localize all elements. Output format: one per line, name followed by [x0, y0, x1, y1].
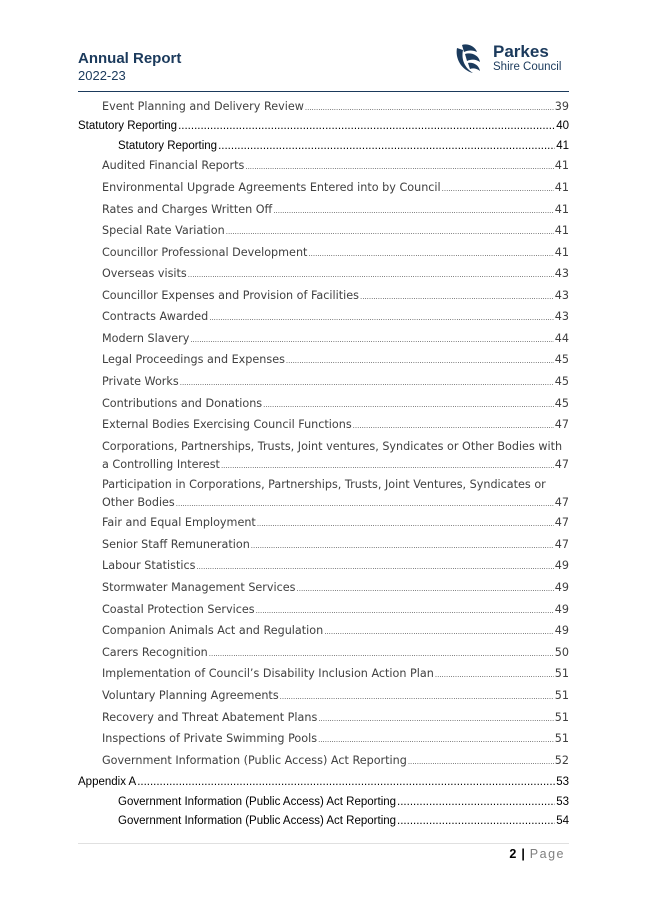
toc-page-number: 50 [554, 646, 569, 659]
toc-entry[interactable] [78, 418, 569, 431]
toc-entry-title: Statutory Reporting [78, 120, 178, 132]
toc-entry[interactable] [78, 203, 569, 216]
toc-page-number: 53 [556, 776, 569, 788]
toc-entry-title: Modern Slavery [102, 332, 190, 345]
toc-entry-title: Recovery and Threat Abatement Plans [102, 711, 318, 724]
toc-entry[interactable] [78, 776, 569, 788]
toc-entry[interactable] [78, 815, 569, 827]
toc-entry[interactable] [78, 732, 569, 745]
toc-page-number: 52 [554, 754, 569, 767]
toc-leader [176, 500, 554, 508]
toc-leader [318, 736, 554, 744]
toc-page-number: 49 [554, 559, 569, 572]
toc-entry[interactable] [78, 120, 569, 132]
council-logo [453, 40, 568, 80]
toc-page-number: 51 [554, 732, 569, 745]
toc-leader [196, 563, 553, 571]
toc-leader [257, 520, 554, 528]
toc-leader [280, 693, 554, 701]
logo-subtitle: Shire Council [493, 61, 562, 73]
toc-leader [435, 671, 554, 679]
toc-page-number: 41 [554, 246, 569, 259]
toc-leader [178, 120, 555, 132]
toc-entry-title: Voluntary Planning Agreements [102, 689, 279, 702]
toc-page-number: 51 [554, 711, 569, 724]
toc-leader [245, 163, 553, 171]
toc-entry[interactable] [78, 332, 569, 345]
toc-leader [209, 314, 554, 322]
toc-entry-title: Fair and Equal Employment [102, 516, 256, 529]
toc-leader [297, 585, 554, 593]
toc-leader [408, 758, 554, 766]
page-label: Page [529, 847, 565, 861]
toc-page-number: 47 [554, 418, 569, 431]
toc-leader [305, 104, 554, 112]
header-divider [78, 91, 569, 92]
toc-entry-title: Coastal Protection Services [102, 603, 255, 616]
toc-leader [218, 140, 555, 152]
toc-entry[interactable] [78, 581, 569, 594]
toc-leader [273, 207, 553, 215]
toc-entry-title: Audited Financial Reports [102, 159, 245, 172]
toc-page-number: 45 [554, 397, 569, 410]
toc-page-number: 47 [554, 458, 569, 471]
toc-leader [226, 228, 554, 236]
toc-entry-title: Companion Animals Act and Regulation [102, 624, 324, 637]
toc-entry-title: Legal Proceedings and Expenses [102, 353, 285, 366]
toc-entry-title: Government Information (Public Access) Act Reporting [102, 754, 407, 767]
toc-entry[interactable] [78, 516, 569, 529]
page-header [78, 40, 568, 92]
toc-leader [353, 422, 554, 430]
toc-entry[interactable] [78, 353, 569, 366]
toc-entry-title: Event Planning and Delivery Review [102, 100, 304, 113]
toc-entry-title: Contributions and Donations [102, 397, 263, 410]
toc-page-number: 39 [554, 100, 569, 113]
toc-page-number: 44 [554, 332, 569, 345]
toc-leader [190, 336, 553, 344]
toc-page-number: 49 [554, 603, 569, 616]
toc-page-number: 51 [554, 667, 569, 680]
toc-entry[interactable] [78, 538, 569, 551]
toc-leader [360, 293, 554, 301]
toc-entry-title: Implementation of Council’s Disability Inclusion Action Plan [102, 667, 434, 680]
toc-entry[interactable] [78, 181, 569, 194]
page-footer [509, 847, 565, 861]
toc-entry-title: Carers Recognition [102, 646, 208, 659]
toc-leader [442, 185, 554, 193]
toc-entry[interactable] [78, 796, 569, 808]
toc-leader [209, 650, 554, 658]
toc-entry-title: Government Information (Public Access) Act Reporting [118, 815, 397, 827]
toc-entry[interactable] [78, 440, 569, 471]
toc-entry-title: Private Works [102, 375, 179, 388]
toc-entry[interactable] [78, 689, 569, 702]
toc-page-number: 49 [554, 624, 569, 637]
toc-leader [318, 715, 553, 723]
toc-entry-title: Government Information (Public Access) Act Reporting [118, 796, 397, 808]
toc-page-number: 47 [554, 496, 569, 509]
toc-page-number: 45 [554, 353, 569, 366]
toc-entry[interactable] [78, 711, 569, 724]
toc-entry-title: Overseas visits [102, 267, 187, 280]
toc-leader [251, 542, 554, 550]
toc-page-number: 41 [554, 159, 569, 172]
report-title: Annual Report [78, 50, 182, 67]
toc-leader [324, 628, 554, 636]
toc-page-number: 40 [556, 120, 569, 132]
toc-entry-title: Environmental Upgrade Agreements Entered into by Council [102, 181, 441, 194]
toc-entry-title-continued: a Controlling Interest [102, 458, 220, 471]
toc-leader [221, 462, 554, 470]
toc-entry[interactable] [78, 289, 569, 302]
toc-entry-title: Special Rate Variation [102, 224, 225, 237]
toc-entry-title: External Bodies Exercising Council Functions [102, 418, 352, 431]
parkes-logo-icon [453, 42, 489, 76]
toc-entry-title-continued: Other Bodies [102, 496, 175, 509]
toc-entry-title: Appendix A [78, 776, 137, 788]
toc-entry-title: Labour Statistics [102, 559, 196, 572]
toc-leader [180, 379, 554, 387]
toc-page-number: 49 [554, 581, 569, 594]
toc-page-number: 54 [556, 815, 569, 827]
toc-page-number: 41 [554, 203, 569, 216]
toc-page-number: 41 [556, 140, 569, 152]
toc-entry[interactable] [78, 159, 569, 172]
toc-entry-title: Councillor Professional Development [102, 246, 308, 259]
toc-entry[interactable] [78, 754, 569, 767]
toc-entry-title: Contracts Awarded [102, 310, 209, 323]
toc-page-number: 47 [554, 516, 569, 529]
toc-leader [188, 271, 554, 279]
toc-entry-title: Statutory Reporting [118, 140, 218, 152]
toc-leader [397, 815, 555, 827]
toc-entry[interactable] [78, 224, 569, 237]
toc-entry[interactable] [78, 375, 569, 388]
toc-entry-title: Councillor Expenses and Provision of Facilities [102, 289, 359, 302]
toc-entry[interactable] [78, 397, 569, 410]
toc-page-number: 47 [554, 538, 569, 551]
toc-entry[interactable] [78, 624, 569, 637]
toc-entry-title: Inspections of Private Swimming Pools [102, 732, 318, 745]
toc-entry[interactable] [78, 603, 569, 616]
toc-leader [256, 607, 554, 615]
page-number: 2 [509, 847, 517, 861]
toc-entry[interactable] [78, 559, 569, 572]
toc-entry[interactable] [78, 246, 569, 259]
toc-entry[interactable] [78, 478, 569, 509]
toc-page-number: 41 [554, 224, 569, 237]
toc-page-number: 53 [556, 796, 569, 808]
toc-page-number: 43 [554, 310, 569, 323]
toc-leader [308, 250, 553, 258]
footer-divider [78, 843, 569, 844]
toc-page-number: 51 [554, 689, 569, 702]
toc-entry[interactable] [78, 100, 569, 113]
logo-name: Parkes [493, 42, 549, 61]
toc-leader [263, 401, 554, 409]
toc-page-number: 41 [554, 181, 569, 194]
footer-separator: | [521, 847, 525, 861]
toc-entry-title: Rates and Charges Written Off [102, 203, 273, 216]
toc-page-number: 43 [554, 289, 569, 302]
toc-entry-title: Participation in Corporations, Partnerships, Trusts, Joint Ventures, Syndicates or [102, 478, 546, 491]
toc-entry[interactable] [78, 646, 569, 659]
toc-entry[interactable] [78, 310, 569, 323]
report-year: 2022-23 [78, 68, 126, 83]
toc-leader [397, 796, 555, 808]
toc-entry[interactable] [78, 667, 569, 680]
toc-entry-title: Corporations, Partnerships, Trusts, Joint ventures, Syndicates or Other Bodies with [102, 440, 563, 453]
toc-leader [137, 776, 555, 788]
toc-page-number: 45 [554, 375, 569, 388]
toc-entry-title: Senior Staff Remuneration [102, 538, 250, 551]
toc-entry-title: Stormwater Management Services [102, 581, 296, 594]
toc-entry[interactable] [78, 140, 569, 152]
toc-leader [286, 357, 554, 365]
toc-page-number: 43 [554, 267, 569, 280]
toc-entry[interactable] [78, 267, 569, 280]
